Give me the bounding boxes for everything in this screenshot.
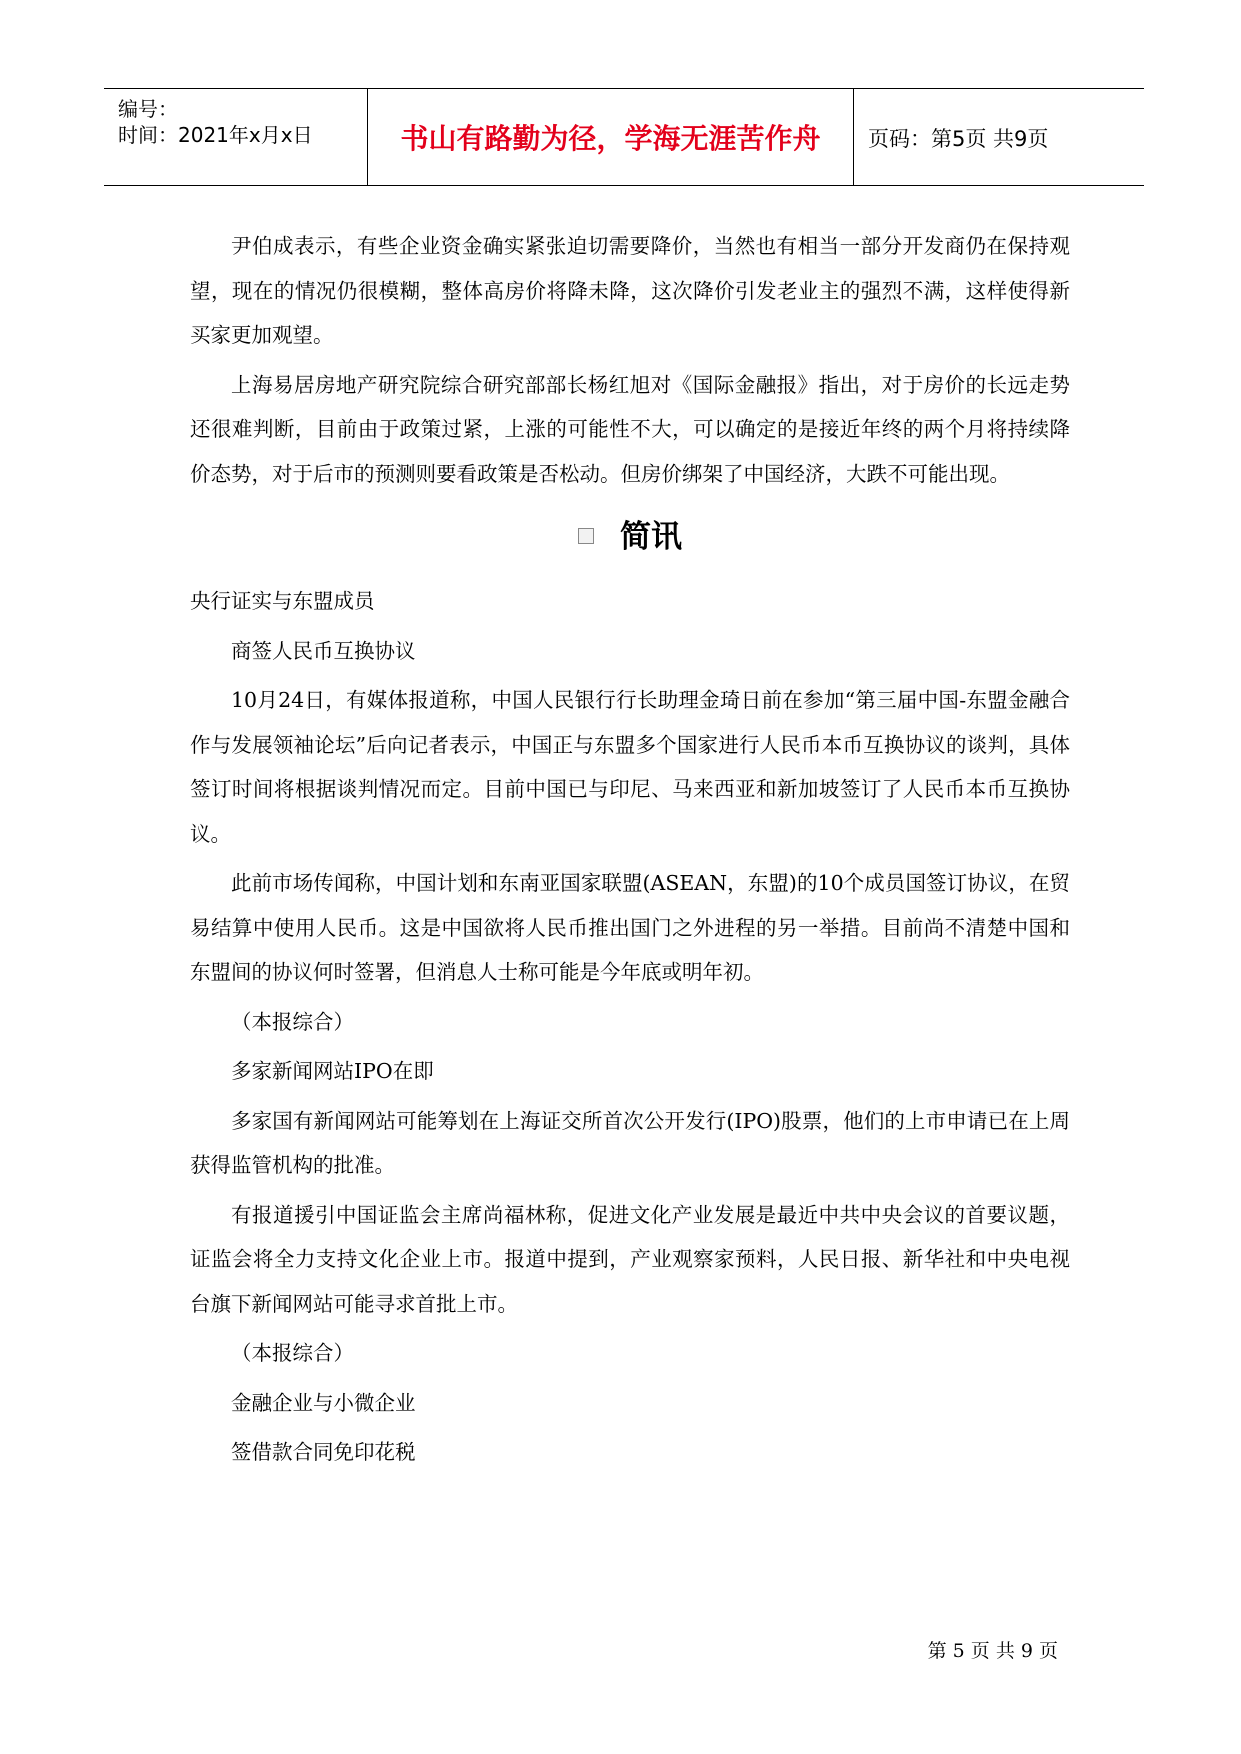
news-source: （本报综合） [231, 1009, 354, 1034]
document-time-label: 时间：2021年x月x日 [118, 123, 313, 147]
document-body [190, 224, 1070, 1480]
news-title: 多家新闻网站IPO在即 [231, 1059, 434, 1083]
news-title: 金融企业与小微企业 [231, 1390, 416, 1415]
news-paragraph: 有报道援引中国证监会主席尚福林称，促进文化产业发展是最近中共中央会议的首要议题，证监会将全力支持文化企业上市。报道中提到，产业观察家预料，人民日报、新华社和中央电视台旗下新闻网站可能寻求首批上市。 [190, 1202, 1070, 1316]
section-heading [190, 501, 1070, 573]
body-paragraph: 尹伯成表示，有些企业资金确实紧张迫切需要降价，当然也有相当一部分开发商仍在保持观望，现在的情况仍很模糊，整体高房价将降未降，这次降价引发老业主的强烈不满，这样使得新买家更加观望。 [190, 234, 1070, 347]
news-title: 商签人民币互换协议 [231, 638, 416, 663]
news-source: （本报综合） [231, 1341, 354, 1365]
news-paragraph: 此前市场传闻称，中国计划和东南亚国家联盟(ASEAN，东盟)的10个成员国签订协议，在贸易结算中使用人民币。这是中国欲将人民币推出国门之外进程的另一举措。目前尚不清楚中国和东盟间的协议何时签署，但消息人士称可能是今年底或明年初。 [190, 871, 1070, 984]
news-title: 签借款合同免印花税 [231, 1440, 416, 1464]
section-heading-text: 简讯 [620, 519, 682, 555]
header-page-code: 页码：第5页 共9页 [868, 127, 1049, 151]
news-paragraph: 多家国有新闻网站可能筹划在上海证交所首次公开发行(IPO)股票，他们的上市申请已在上周获得监管机构的批准。 [190, 1108, 1070, 1177]
body-paragraph: 上海易居房地产研究院综合研究部部长杨红旭对《国际金融报》指出，对于房价的长远走势还很难判断，目前由于政策过紧，上涨的可能性不大，可以确定的是接近年终的两个月将持续降价态势，对于后市的预测则要看政策是否松动。但房价绑架了中国经济，大跌不可能出现。 [190, 372, 1070, 486]
page-footer: 第 5 页 共 9 页 [927, 1640, 1058, 1662]
news-title: 央行证实与东盟成员 [190, 589, 375, 613]
header-page-cell [854, 89, 1144, 185]
checkbox-icon [578, 528, 594, 544]
header-motto-cell [368, 89, 854, 185]
header-info-cell [104, 89, 368, 185]
news-paragraph: 10月24日，有媒体报道称，中国人民银行行长助理金琦日前在参加“第三届中国-东盟金融合作与发展领袖论坛”后向记者表示，中国正与东盟多个国家进行人民币本币互换协议的谈判，具体签订时间将根据谈判情况而定。目前中国已与印尼、马来西亚和新加坡签订了人民币本币互换协议。 [190, 688, 1070, 846]
document-number-label: 编号： [118, 97, 178, 121]
page-header [104, 88, 1144, 186]
header-motto: 书山有路勤为径，学海无涯苦作舟 [400, 122, 821, 155]
